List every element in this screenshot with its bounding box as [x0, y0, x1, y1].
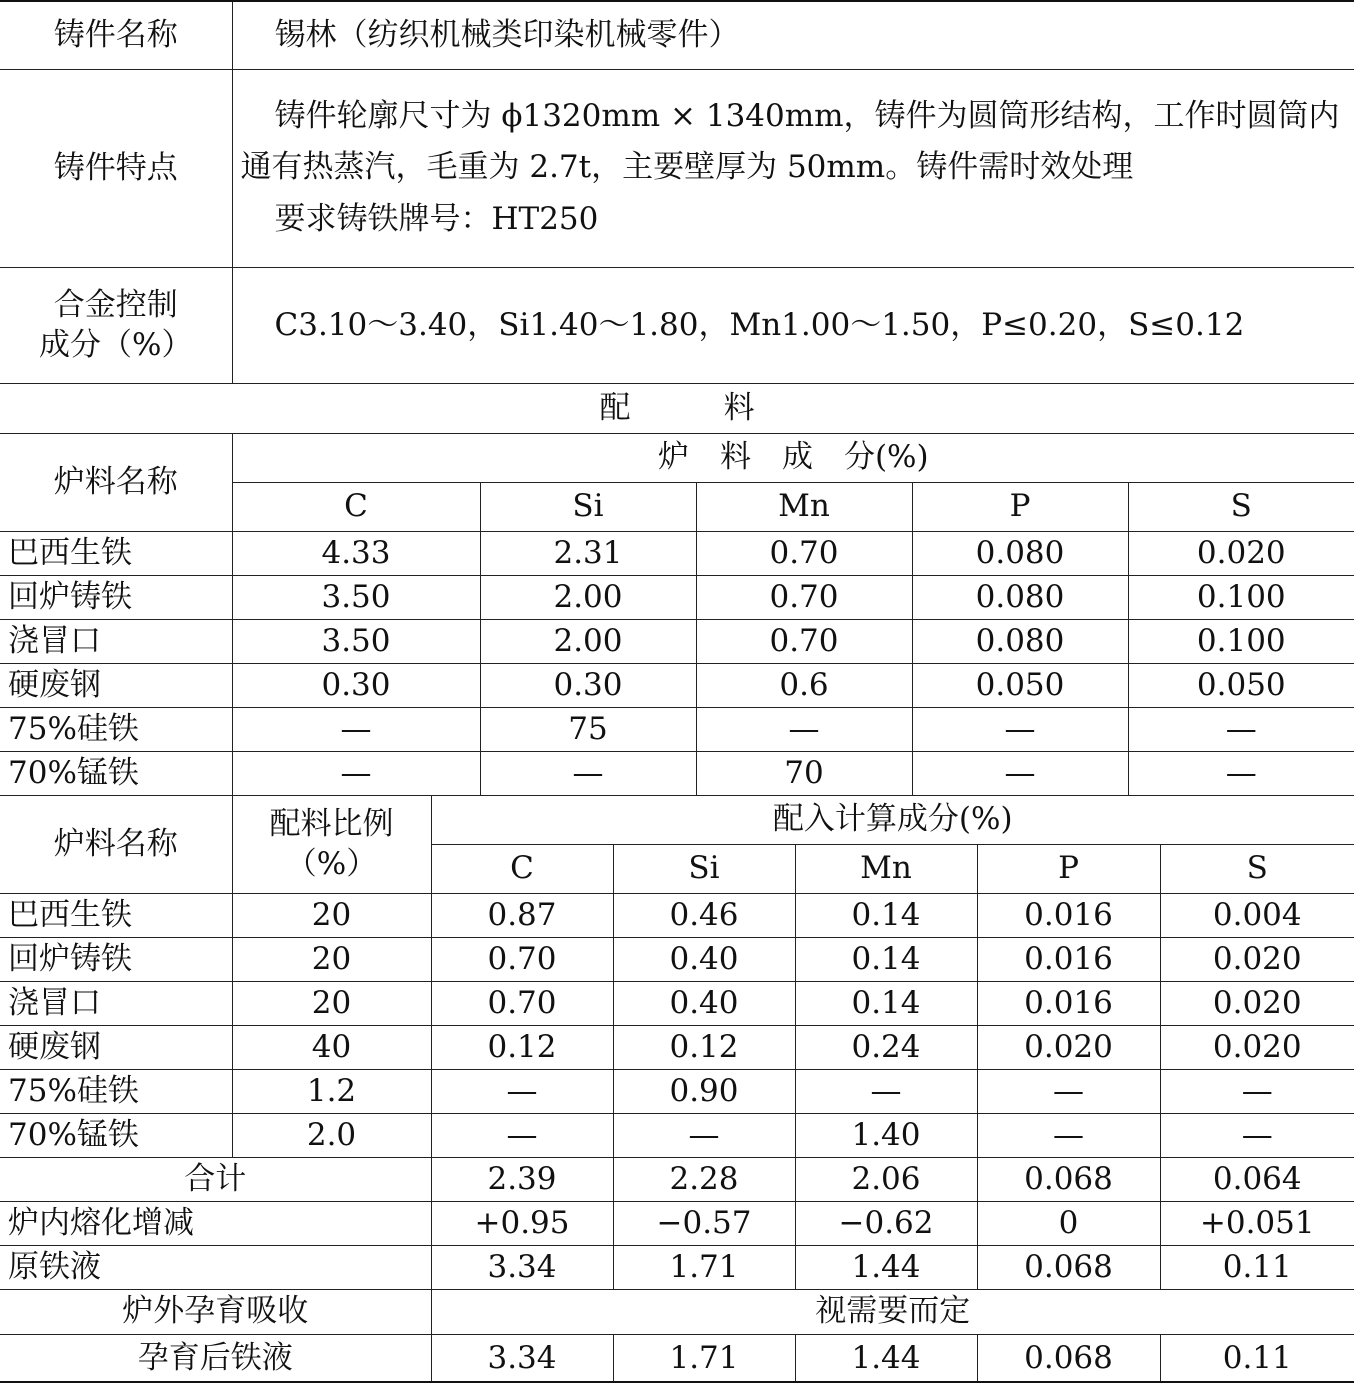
- calc-value: 0.016: [977, 981, 1160, 1025]
- alloy-label: [0, 267, 232, 383]
- charge-value: 0.6: [696, 663, 912, 707]
- features-line-3: 要求铸铁牌号：HT250: [274, 200, 599, 237]
- charge-value: 0.100: [1128, 619, 1354, 663]
- calc-value: 0.016: [977, 893, 1160, 937]
- melt-change-value: +0.051: [1160, 1201, 1354, 1245]
- calculated-composition-table: [0, 795, 1354, 1384]
- charge-value: 0.050: [1128, 663, 1354, 707]
- after-inoculation-value: 0.11: [1160, 1334, 1354, 1382]
- calc-value: 0.004: [1160, 893, 1354, 937]
- features-row: [0, 69, 1354, 267]
- calc-name: 70%锰铁: [0, 1113, 232, 1157]
- base-iron-row: [0, 1245, 1354, 1289]
- calc-name-header: 炉料名称: [0, 795, 232, 893]
- alloy-row: [0, 267, 1354, 383]
- calc-value: 0.14: [795, 981, 977, 1025]
- calc-value: 0.020: [1160, 1025, 1354, 1069]
- charge-value: 0.30: [480, 663, 696, 707]
- charge-value: 0.70: [696, 575, 912, 619]
- calc-value: 0.020: [977, 1025, 1160, 1069]
- calc-value: 0.12: [431, 1025, 613, 1069]
- features-line-2: 通有热蒸汽，毛重为 2.7t，主要壁厚为 50mm。铸件需时效处理: [240, 149, 1134, 186]
- casting-name-row: [0, 1, 1354, 69]
- calc-value: 0.46: [613, 893, 795, 937]
- alloy-value: C3.10～3.40，Si1.40～1.80，Mn1.00～1.50，P≤0.20，S≤0.12: [232, 267, 1354, 383]
- section-title: 配 料: [0, 383, 1354, 433]
- base-iron-label: 原铁液: [0, 1245, 431, 1289]
- melt-change-value: −0.62: [795, 1201, 977, 1245]
- charge-value: 70: [696, 751, 912, 795]
- inoculation-value: 视需要而定: [431, 1289, 1354, 1334]
- charge-value: —: [912, 751, 1128, 795]
- total-value: 2.39: [431, 1157, 613, 1201]
- calc-value: 0.12: [613, 1025, 795, 1069]
- calc-composition-header: 配入计算成分(%): [431, 795, 1354, 844]
- calc-col-si: Si: [613, 844, 795, 893]
- melt-change-label: 炉内熔化增减: [0, 1201, 431, 1245]
- total-label: 合计: [0, 1157, 431, 1201]
- charge-name: 硬废钢: [0, 663, 232, 707]
- table-row: [0, 981, 1354, 1025]
- table-row: [0, 531, 1354, 575]
- calc-value: 1.40: [795, 1113, 977, 1157]
- charge-value: 2.00: [480, 575, 696, 619]
- charge-value: 0.050: [912, 663, 1128, 707]
- table-row: [0, 707, 1354, 751]
- charge-value: —: [912, 707, 1128, 751]
- base-iron-value: 1.44: [795, 1245, 977, 1289]
- calc-name: 75%硅铁: [0, 1069, 232, 1113]
- calc-name: 巴西生铁: [0, 893, 232, 937]
- melt-change-value: +0.95: [431, 1201, 613, 1245]
- calc-value: —: [977, 1113, 1160, 1157]
- calc-value: 0.020: [1160, 981, 1354, 1025]
- charge-value: —: [480, 751, 696, 795]
- after-inoculation-value: 0.068: [977, 1334, 1160, 1382]
- base-iron-value: 3.34: [431, 1245, 613, 1289]
- after-inoculation-value: 3.34: [431, 1334, 613, 1382]
- charge-value: 75: [480, 707, 696, 751]
- melt-change-row: [0, 1201, 1354, 1245]
- inoculation-label: 炉外孕育吸收: [0, 1289, 431, 1334]
- calc-header-row: [0, 795, 1354, 844]
- calc-ratio-header-line-1: 配料比例: [269, 805, 394, 842]
- base-iron-value: 1.71: [613, 1245, 795, 1289]
- table-row: [0, 1025, 1354, 1069]
- melt-change-value: −0.57: [613, 1201, 795, 1245]
- calc-col-c: C: [431, 844, 613, 893]
- charge-value: 0.100: [1128, 575, 1354, 619]
- charge-value: 4.33: [232, 531, 480, 575]
- calc-value: 0.24: [795, 1025, 977, 1069]
- charge-value: 0.70: [696, 531, 912, 575]
- calc-name: 硬废钢: [0, 1025, 232, 1069]
- table-row: [0, 663, 1354, 707]
- table-row: [0, 619, 1354, 663]
- calc-value: 0.70: [431, 937, 613, 981]
- table-row: [0, 1113, 1354, 1157]
- charge-name-header: 炉料名称: [0, 433, 232, 531]
- table-row: [0, 1069, 1354, 1113]
- calc-value: 0.14: [795, 893, 977, 937]
- charge-col-c: C: [232, 482, 480, 531]
- casting-name-value: 锡林（纺织机械类印染机械零件）: [232, 1, 1354, 69]
- charge-value: —: [1128, 707, 1354, 751]
- after-inoculation-label: 孕育后铁液: [0, 1334, 431, 1382]
- charge-value: —: [696, 707, 912, 751]
- charge-name: 70%锰铁: [0, 751, 232, 795]
- inoculation-row: [0, 1289, 1354, 1334]
- calc-col-s: S: [1160, 844, 1354, 893]
- calc-value: 0.70: [431, 981, 613, 1025]
- calc-value: 0.40: [613, 981, 795, 1025]
- calc-value: —: [431, 1113, 613, 1157]
- charge-col-s: S: [1128, 482, 1354, 531]
- charge-value: 3.50: [232, 619, 480, 663]
- calc-value: 0.40: [613, 937, 795, 981]
- charge-name: 回炉铸铁: [0, 575, 232, 619]
- calc-value: —: [431, 1069, 613, 1113]
- features-text: [232, 69, 1354, 267]
- table-row: [0, 937, 1354, 981]
- charge-name: 75%硅铁: [0, 707, 232, 751]
- calc-value: 0.14: [795, 937, 977, 981]
- charge-value: —: [1128, 751, 1354, 795]
- after-inoculation-row: [0, 1334, 1354, 1382]
- base-iron-value: 0.068: [977, 1245, 1160, 1289]
- calc-col-p: P: [977, 844, 1160, 893]
- calc-ratio: 1.2: [232, 1069, 431, 1113]
- info-table: [0, 0, 1354, 434]
- section-title-row: [0, 383, 1354, 433]
- calc-ratio: 20: [232, 893, 431, 937]
- charge-col-si: Si: [480, 482, 696, 531]
- calc-ratio: 2.0: [232, 1113, 431, 1157]
- calc-value: 0.020: [1160, 937, 1354, 981]
- calc-value: —: [795, 1069, 977, 1113]
- charge-value: 2.31: [480, 531, 696, 575]
- charge-col-mn: Mn: [696, 482, 912, 531]
- charge-col-p: P: [912, 482, 1128, 531]
- casting-name-label: 铸件名称: [0, 1, 232, 69]
- calc-value: 0.87: [431, 893, 613, 937]
- total-value: 0.068: [977, 1157, 1160, 1201]
- charge-value: 2.00: [480, 619, 696, 663]
- calc-name: 浇冒口: [0, 981, 232, 1025]
- alloy-label-line-1: 合金控制: [53, 286, 178, 323]
- charge-value: 0.020: [1128, 531, 1354, 575]
- charge-name: 浇冒口: [0, 619, 232, 663]
- charge-composition-table: [0, 433, 1354, 796]
- charge-value: 0.080: [912, 619, 1128, 663]
- charge-value: —: [232, 751, 480, 795]
- calc-value: —: [1160, 1069, 1354, 1113]
- calc-value: 0.016: [977, 937, 1160, 981]
- after-inoculation-value: 1.44: [795, 1334, 977, 1382]
- calc-value: 0.90: [613, 1069, 795, 1113]
- charge-value: 3.50: [232, 575, 480, 619]
- features-line-1: 铸件轮廓尺寸为 ϕ1320mm × 1340mm，铸件为圆筒形结构，工作时圆筒内: [274, 98, 1340, 135]
- charge-name: 巴西生铁: [0, 531, 232, 575]
- table-row: [0, 893, 1354, 937]
- total-value: 2.28: [613, 1157, 795, 1201]
- charge-value: —: [232, 707, 480, 751]
- base-iron-value: 0.11: [1160, 1245, 1354, 1289]
- calc-ratio-header-line-2: （%）: [285, 846, 378, 882]
- calc-name: 回炉铸铁: [0, 937, 232, 981]
- table-row: [0, 751, 1354, 795]
- charge-value: 0.080: [912, 531, 1128, 575]
- total-value: 2.06: [795, 1157, 977, 1201]
- calc-ratio: 20: [232, 937, 431, 981]
- charge-header-row: [0, 433, 1354, 482]
- melt-change-value: 0: [977, 1201, 1160, 1245]
- alloy-label-line-2: 成分（%）: [39, 327, 193, 363]
- calc-value: —: [613, 1113, 795, 1157]
- calc-ratio: 40: [232, 1025, 431, 1069]
- after-inoculation-value: 1.71: [613, 1334, 795, 1382]
- charge-value: 0.70: [696, 619, 912, 663]
- table-row: [0, 575, 1354, 619]
- charge-value: 0.080: [912, 575, 1128, 619]
- total-row: [0, 1157, 1354, 1201]
- calc-col-mn: Mn: [795, 844, 977, 893]
- charge-composition-header: 炉 料 成 分(%): [232, 433, 1354, 482]
- calc-value: —: [1160, 1113, 1354, 1157]
- calc-ratio-header: [232, 795, 431, 893]
- total-value: 0.064: [1160, 1157, 1354, 1201]
- calc-value: —: [977, 1069, 1160, 1113]
- calc-ratio: 20: [232, 981, 431, 1025]
- charge-value: 0.30: [232, 663, 480, 707]
- features-label: 铸件特点: [0, 69, 232, 267]
